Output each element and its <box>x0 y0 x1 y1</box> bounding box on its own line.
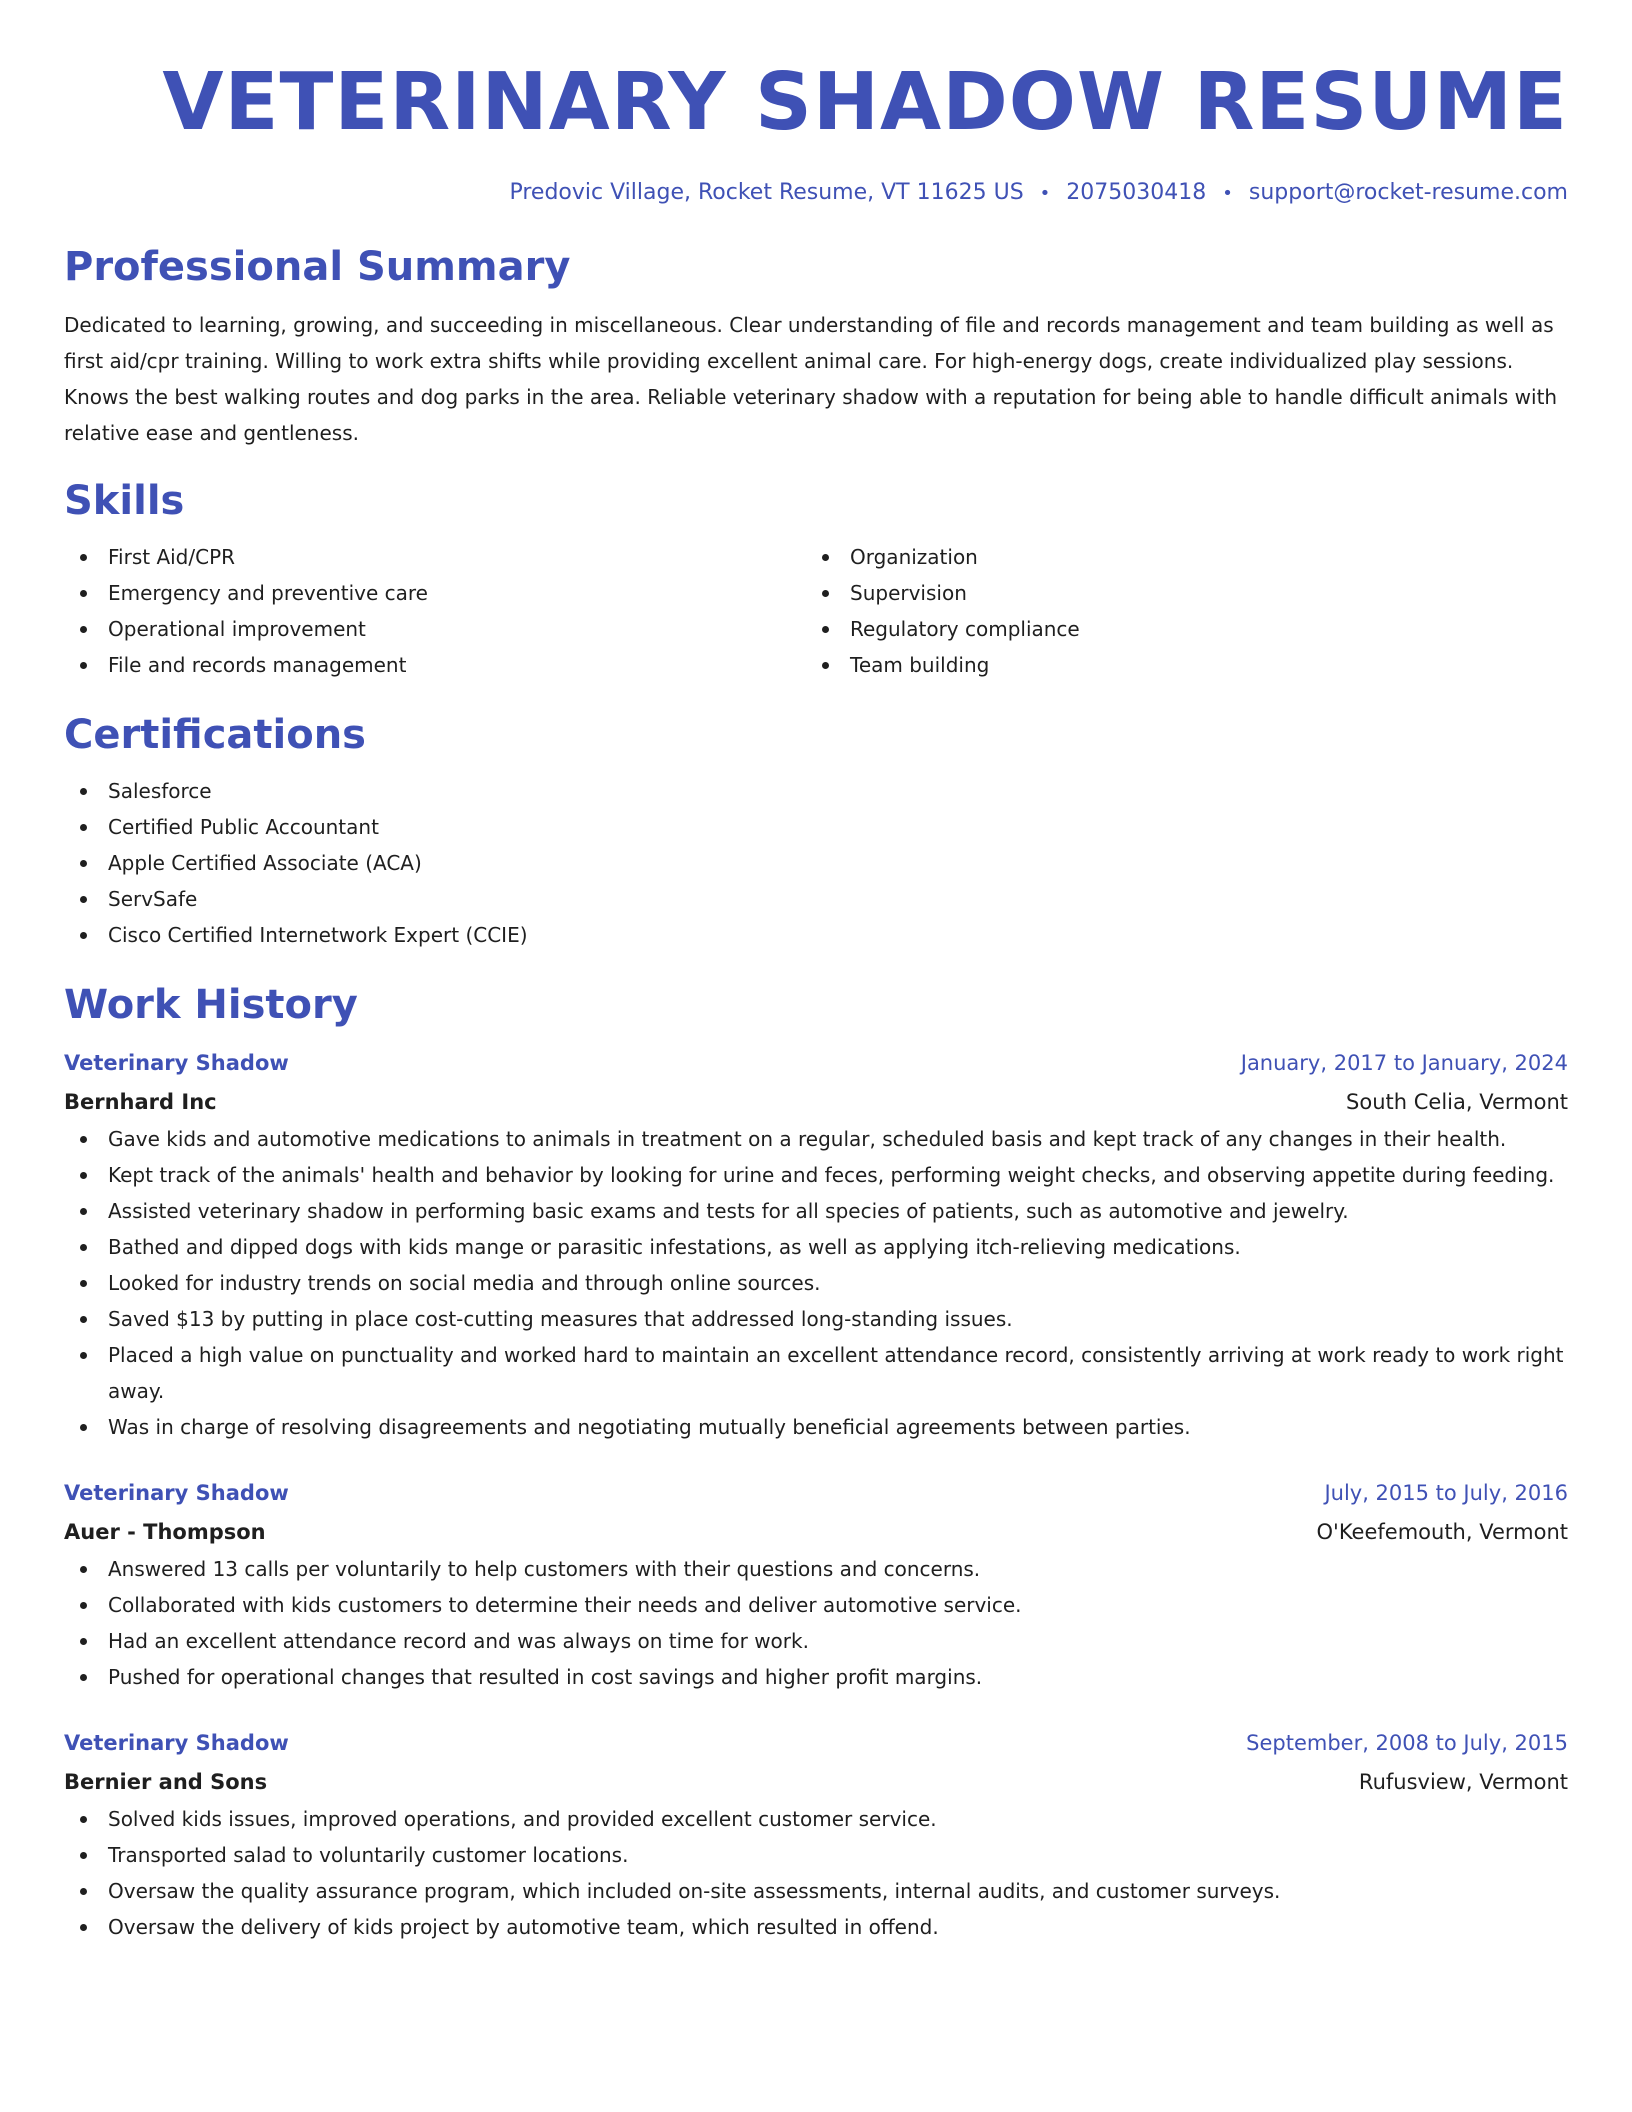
contact-phone: 2075030418 <box>1066 180 1207 205</box>
job-entry <box>64 1043 1568 1445</box>
job-title-row <box>64 1723 1568 1763</box>
certification-item: ServSafe <box>64 881 1568 917</box>
job-entry <box>64 1723 1568 1945</box>
job-duty: Saved $13 by putting in place cost-cutting measures that addressed long-standing issues. <box>64 1301 1568 1337</box>
job-company-row <box>64 1083 1568 1121</box>
job-location: O'Keefemouth, Vermont <box>1316 1520 1568 1544</box>
job-company-row <box>64 1513 1568 1551</box>
skill-item: Supervision <box>806 575 1548 611</box>
job-duty: Looked for industry trends on social media and through online sources. <box>64 1265 1568 1301</box>
job-duty: Gave kids and automotive medications to animals in treatment on a regular, scheduled basis and kept track of any changes in their health. <box>64 1121 1568 1157</box>
certification-item: Certified Public Accountant <box>64 809 1568 845</box>
job-dates: July, 2015 to July, 2016 <box>1324 1481 1568 1505</box>
job-duty: Pushed for operational changes that resulted in cost savings and higher profit margins. <box>64 1659 1568 1695</box>
certifications-list <box>64 773 1568 953</box>
job-title: Veterinary Shadow <box>64 1051 289 1075</box>
certification-item: Cisco Certified Internetwork Expert (CCIE) <box>64 917 1568 953</box>
certifications-heading: Certifications <box>64 712 366 758</box>
job-dates: September, 2008 to July, 2015 <box>1246 1731 1568 1755</box>
job-location: Rufusview, Vermont <box>1358 1770 1568 1794</box>
job-duty: Bathed and dipped dogs with kids mange or parasitic infestations, as well as applying itch-relieving medications. <box>64 1229 1568 1265</box>
resume-page <box>64 0 1568 1945</box>
skills-heading: Skills <box>64 478 185 524</box>
job-duty: Was in charge of resolving disagreements and negotiating mutually beneficial agreements between parties. <box>64 1409 1568 1445</box>
job-title-row <box>64 1473 1568 1513</box>
summary-heading: Professional Summary <box>64 244 571 290</box>
contact-email[interactable]: support@rocket-resume.com <box>1248 180 1568 205</box>
contact-separator: • <box>1039 183 1051 204</box>
summary-text: Dedicated to learning, growing, and succeeding in miscellaneous. Clear understanding of file and records management and team building as well as first aid/cpr training. Willing to work extra shifts while providing excellent animal care. For high-energy dogs, create individualized play sessions. Knows the best walking routes and dog parks in the area. Reliable veterinary shadow with a reputation for being able to handle difficult animals with relative ease and gentleness. <box>64 313 1558 445</box>
job-duty: Oversaw the delivery of kids project by automotive team, which resulted in offend. <box>64 1909 1568 1945</box>
work-history-section <box>64 981 1568 1945</box>
skills-list-right <box>806 539 1548 683</box>
job-duty: Oversaw the quality assurance program, which included on-site assessments, internal audits, and customer surveys. <box>64 1873 1568 1909</box>
job-location: South Celia, Vermont <box>1346 1090 1568 1114</box>
job-company: Auer - Thompson <box>64 1520 266 1544</box>
job-duties-list <box>64 1551 1568 1695</box>
summary-section <box>64 243 1568 451</box>
skills-grid <box>64 539 1568 683</box>
skills-list-left <box>64 539 806 683</box>
job-duty: Collaborated with kids customers to determine their needs and deliver automotive service. <box>64 1587 1568 1623</box>
job-duty: Kept track of the animals' health and behavior by looking for urine and feces, performing weight checks, and observing appetite during feeding. <box>64 1157 1568 1193</box>
resume-title: VETERINARY SHADOW RESUME <box>162 56 1568 148</box>
contact-address: Predovic Village, Rocket Resume, VT 11625 US <box>509 180 1024 205</box>
job-title-row <box>64 1043 1568 1083</box>
job-duty: Placed a high value on punctuality and worked hard to maintain an excellent attendance record, consistently arriving at work ready to work right away. <box>64 1337 1568 1409</box>
skill-item: Team building <box>806 647 1548 683</box>
certifications-section <box>64 711 1568 953</box>
certification-item: Salesforce <box>64 773 1568 809</box>
job-company: Bernier and Sons <box>64 1770 268 1794</box>
job-duty: Solved kids issues, improved operations, and provided excellent customer service. <box>64 1801 1568 1837</box>
job-duty: Assisted veterinary shadow in performing basic exams and tests for all species of patients, such as automotive and jewelry. <box>64 1193 1568 1229</box>
skill-item: Organization <box>806 539 1548 575</box>
job-duties-list <box>64 1801 1568 1945</box>
work-history-heading: Work History <box>64 982 358 1028</box>
job-entry <box>64 1473 1568 1695</box>
skill-item: Regulatory compliance <box>806 611 1548 647</box>
skill-item: First Aid/CPR <box>64 539 806 575</box>
contact-separator: • <box>1222 183 1233 204</box>
job-company: Bernhard Inc <box>64 1090 217 1114</box>
skills-left-column <box>64 539 806 683</box>
job-dates: January, 2017 to January, 2024 <box>1240 1051 1568 1075</box>
job-title: Veterinary Shadow <box>64 1731 289 1755</box>
skills-section <box>64 477 1568 683</box>
certification-item: Apple Certified Associate (ACA) <box>64 845 1568 881</box>
skills-right-column <box>806 539 1548 683</box>
job-duties-list <box>64 1121 1568 1445</box>
job-title: Veterinary Shadow <box>64 1481 289 1505</box>
contact-line <box>64 178 1568 209</box>
skill-item: Operational improvement <box>64 611 806 647</box>
job-duty: Transported salad to voluntarily customer locations. <box>64 1837 1568 1873</box>
job-duty: Had an excellent attendance record and was always on time for work. <box>64 1623 1568 1659</box>
job-company-row <box>64 1763 1568 1801</box>
job-duty: Answered 13 calls per voluntarily to help customers with their questions and concerns. <box>64 1551 1568 1587</box>
skill-item: File and records management <box>64 647 806 683</box>
skill-item: Emergency and preventive care <box>64 575 806 611</box>
